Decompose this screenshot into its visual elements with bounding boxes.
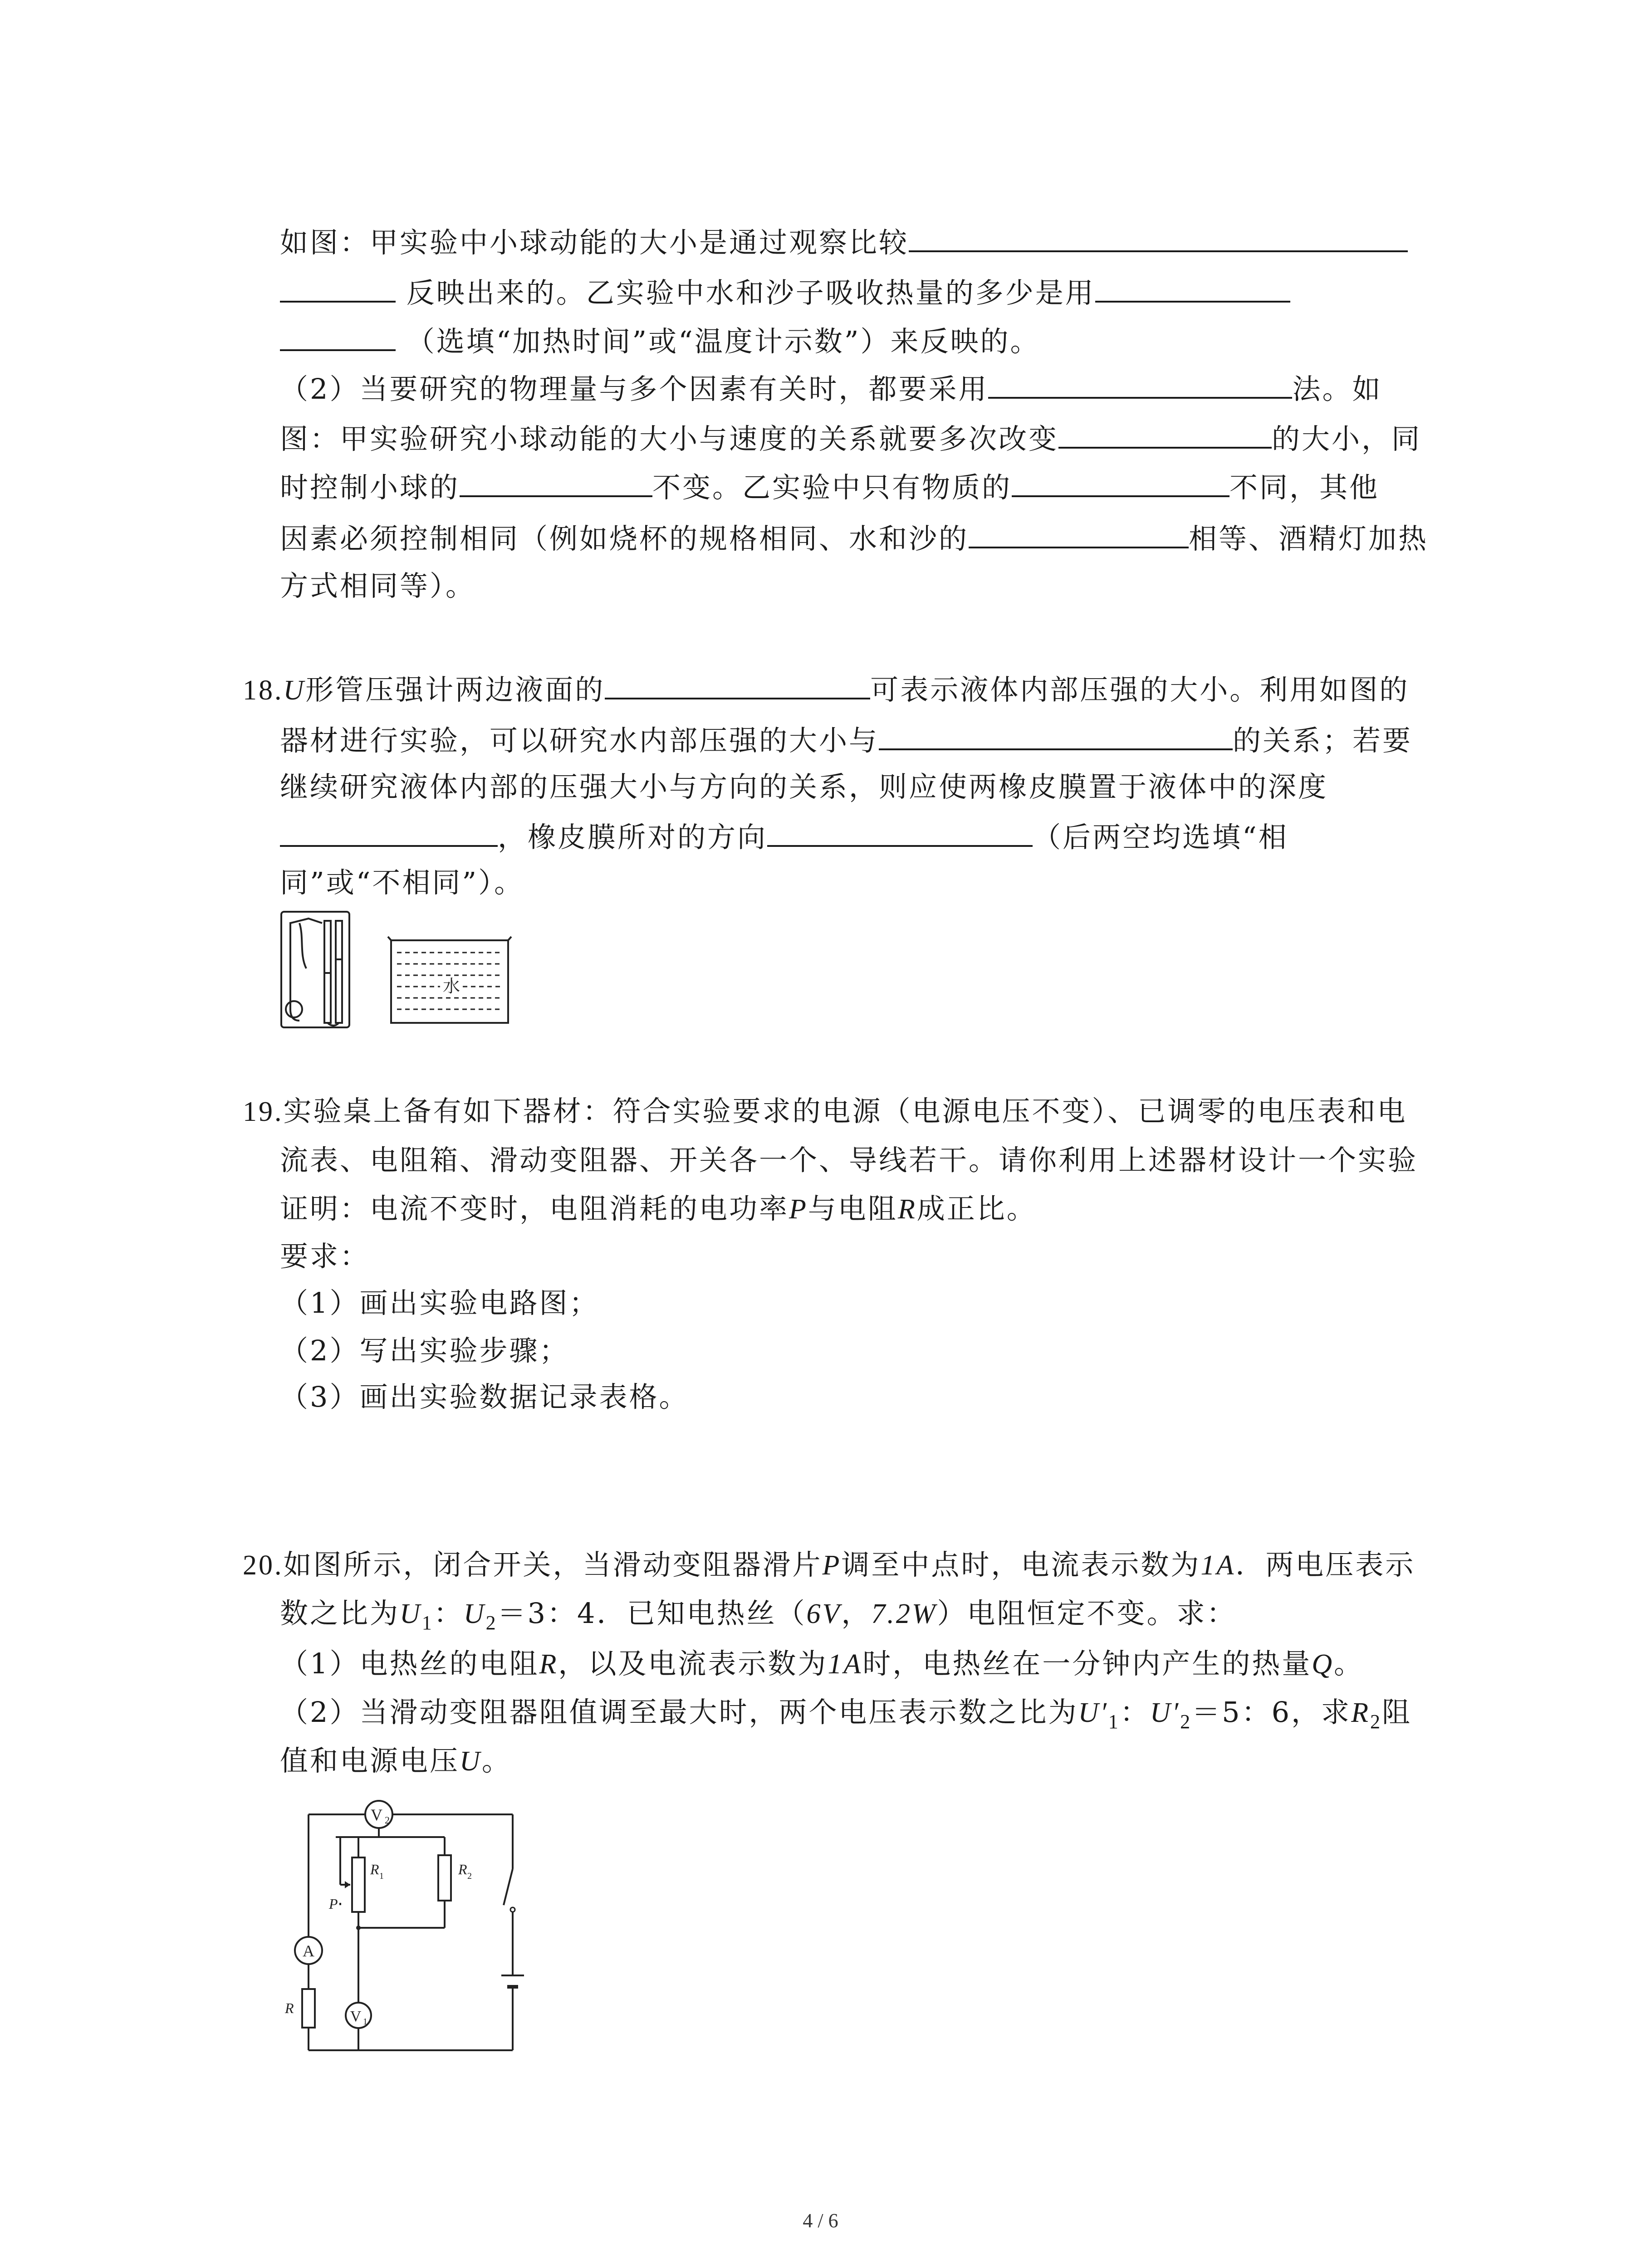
manometer-icon xyxy=(281,912,349,1027)
q20-line-4 xyxy=(280,1694,1412,1740)
q17-text-7a: 因素必须控制相同（例如烧杯的规格相同、水和沙的 xyxy=(280,522,969,555)
v1-label: V xyxy=(350,2008,362,2025)
q17-line-2 xyxy=(280,274,1290,311)
q18-line-4 xyxy=(280,818,1288,855)
q17-line-8 xyxy=(280,568,475,604)
q20-text-2b: ： xyxy=(433,1597,464,1630)
q19-line-5 xyxy=(280,1285,599,1321)
q20-text-5a: 值和电源电压 xyxy=(280,1744,460,1777)
q20-u-symbol: U xyxy=(460,1746,482,1777)
q20-text-4d: 阻 xyxy=(1381,1696,1412,1729)
q20-line-5 xyxy=(280,1743,512,1779)
q17-text-3a: （选填“加热时间”或“温度计示数”）来反映的。 xyxy=(406,325,1040,358)
q20-u1p-sub: 1 xyxy=(1108,1711,1120,1733)
q20-u1p-symbol: U′ xyxy=(1078,1697,1108,1728)
q17-line-7 xyxy=(280,519,1428,557)
q19-text-1: 实验桌上备有如下器材：符合实验要求的电源（电源电压不变）、已调零的电压表和电 xyxy=(283,1095,1407,1128)
q19-text-3b: 与电阻 xyxy=(808,1192,898,1225)
q17-text-6a: 时控制小球的 xyxy=(280,471,460,504)
q18-line-1 xyxy=(243,670,1409,709)
battery-icon xyxy=(501,1975,524,1987)
q20-r2-sub: 2 xyxy=(1370,1711,1382,1733)
q18-blank-4 xyxy=(767,818,1033,847)
q18-text-4a: ，橡皮膜所对的方向 xyxy=(498,821,768,854)
q18-line-5 xyxy=(280,865,524,901)
q20-r2-symbol: R xyxy=(1351,1697,1370,1728)
q20-text-1a: 如图所示，闭合开关，当滑动变阻器滑片 xyxy=(283,1548,823,1581)
q20-number: 20. xyxy=(243,1550,284,1581)
q17-text-5b: 的大小，同 xyxy=(1272,422,1422,455)
page-number: 4 / 6 xyxy=(803,2209,838,2232)
q17-blank-9 xyxy=(969,519,1189,548)
q20-u2p-sub: 2 xyxy=(1180,1711,1192,1733)
resistor-r-icon xyxy=(284,1989,315,2028)
r2-sub: 2 xyxy=(467,1871,472,1881)
q17-blank-2 xyxy=(280,274,396,303)
q19-number: 19. xyxy=(243,1096,284,1127)
q20-text-2a: 数之比为 xyxy=(280,1597,400,1630)
q18-text-2a: 器材进行实验，可以研究水内部压强的大小与 xyxy=(280,724,879,757)
q20-line-2 xyxy=(280,1595,1237,1641)
r1-label: R xyxy=(370,1861,379,1877)
r1-sub: 1 xyxy=(379,1871,384,1881)
q19-text-7: （3）画出实验数据记录表格。 xyxy=(280,1380,689,1413)
q20-q-symbol: Q xyxy=(1312,1649,1334,1680)
p-label: P xyxy=(329,1896,338,1912)
q17-line-3 xyxy=(280,322,1040,360)
q17-text-5a: 图：甲实验研究小球动能的大小与速度的关系就要多次改变 xyxy=(280,422,1059,455)
q17-text-4a: （2）当要研究的物理量与多个因素有关时，都要采用 xyxy=(280,372,989,406)
q18-blank-1 xyxy=(605,670,870,699)
water-label: 水 xyxy=(442,976,460,996)
q20-text-3c: 时，电热丝在一分钟内产生的热量 xyxy=(862,1647,1312,1680)
ammeter-icon xyxy=(295,1937,322,1964)
q20-text-4a: （2）当滑动变阻器阻值调至最大时，两个电压表示数之比为 xyxy=(280,1696,1078,1729)
q20-text-4b: ： xyxy=(1120,1696,1150,1729)
q17-blank-8 xyxy=(1012,468,1230,497)
q17-text-7b: 相等、酒精灯加热 xyxy=(1189,522,1429,555)
voltmeter-v1-icon xyxy=(346,2003,371,2028)
q20-line-3 xyxy=(280,1646,1364,1682)
switch-icon xyxy=(510,1907,515,1912)
q17-blank-5 xyxy=(988,370,1292,399)
q17-line-4 xyxy=(280,370,1382,407)
q20-current-value-2: 1A xyxy=(828,1649,863,1680)
q19-text-6: （2）写出实验步骤； xyxy=(280,1334,569,1367)
v2-sub: 2 xyxy=(385,1814,390,1826)
q20-p-symbol: P xyxy=(822,1550,842,1581)
q17-text-6b: 不变。乙实验中只有物质的 xyxy=(652,471,1012,504)
q20-text-2d: ， xyxy=(841,1597,872,1630)
q19-r-symbol: R xyxy=(897,1194,917,1225)
q20-text-1b: 调至中点时，电流表示数为 xyxy=(841,1548,1201,1581)
q19-text-2: 流表、电阻箱、滑动变阻器、开关各一个、导线若干。请你利用上述器材设计一个实验 xyxy=(280,1144,1418,1177)
q20-text-3b: ，以及电流表示数为 xyxy=(558,1647,828,1680)
q20-text-1c: ．两电压表示 xyxy=(1235,1548,1416,1581)
q20-circuit-diagram xyxy=(272,1796,526,2064)
q18-blank-2 xyxy=(879,721,1233,750)
resistor-r2-icon xyxy=(438,1855,472,1901)
q20-text-5b: 。 xyxy=(481,1744,512,1777)
q18-blank-3 xyxy=(280,818,498,847)
q20-u2p-symbol: U′ xyxy=(1150,1697,1181,1728)
q19-line-4 xyxy=(280,1238,370,1275)
q17-blank-6 xyxy=(1058,420,1272,449)
q18-text-5a: 同”或“不相同”）。 xyxy=(280,866,524,899)
q17-line-1 xyxy=(280,223,1408,261)
q20-text-2e: ）电阻恒定不变。求： xyxy=(937,1597,1237,1630)
q17-blank-3 xyxy=(1095,274,1290,303)
q18-figure xyxy=(272,909,517,1032)
q20-u2-sub: 2 xyxy=(485,1612,498,1634)
q20-voltage-value: 6V xyxy=(806,1598,842,1629)
q20-line-1 xyxy=(243,1547,1415,1584)
q19-text-3a: 证明：电流不变时，电阻消耗的电功率 xyxy=(280,1192,789,1225)
q18-u-symbol: U xyxy=(283,675,306,706)
a-label: A xyxy=(303,1942,314,1960)
q20-text-3a: （1）电热丝的电阻 xyxy=(280,1647,539,1680)
q19-line-7 xyxy=(280,1379,689,1415)
v1-sub: 1 xyxy=(363,2017,367,2027)
q20-power-value: 7.2W xyxy=(871,1598,937,1629)
q19-line-3 xyxy=(280,1191,1037,1227)
q17-text-4b: 法。如 xyxy=(1292,372,1382,406)
q18-line-2 xyxy=(280,721,1412,759)
q19-line-6 xyxy=(280,1333,569,1369)
rheostat-r1-icon xyxy=(328,1857,384,1912)
q19-p-symbol: P xyxy=(789,1194,808,1225)
q17-text-8a: 方式相同等）。 xyxy=(280,569,476,602)
q18-text-1a: 形管压强计两边液面的 xyxy=(305,673,605,706)
q20-u2-symbol: U xyxy=(463,1598,486,1629)
q19-text-5: （1）画出实验电路图； xyxy=(280,1286,599,1320)
q18-text-4b: （后两空均选填“相 xyxy=(1033,821,1288,854)
v2-label: V xyxy=(371,1806,382,1824)
q17-text-6c: 不同，其他 xyxy=(1230,471,1380,504)
q20-u1-sub: 1 xyxy=(421,1612,434,1634)
q20-current-value: 1A xyxy=(1200,1550,1236,1581)
q18-text-3a: 继续研究液体内部的压强大小与方向的关系，则应使两橡皮膜置于液体中的深度 xyxy=(280,770,1328,803)
q18-number: 18. xyxy=(243,675,284,706)
q17-blank-7 xyxy=(460,468,652,497)
q20-text-3d: 。 xyxy=(1334,1647,1364,1680)
q17-line-6 xyxy=(280,468,1379,506)
q20-text-4c: ＝5：6，求 xyxy=(1192,1696,1352,1729)
q17-blank-4 xyxy=(280,322,396,351)
q17-line-5 xyxy=(280,420,1421,457)
q19-line-2 xyxy=(280,1142,1418,1178)
voltmeter-v2-icon xyxy=(365,1801,392,1828)
q19-text-4: 要求： xyxy=(280,1240,370,1273)
q17-blank-1 xyxy=(909,223,1408,252)
q18-line-3 xyxy=(280,769,1328,805)
q20-r-symbol: R xyxy=(539,1649,558,1680)
q20-text-2c: ＝3：4．已知电热丝（ xyxy=(497,1597,807,1630)
r-label: R xyxy=(285,2000,294,2016)
q18-text-2b: 的关系；若要 xyxy=(1233,724,1413,757)
q19-line-1 xyxy=(243,1093,1407,1130)
r2-label: R xyxy=(458,1861,467,1877)
q17-text-1a: 如图：甲实验中小球动能的大小是通过观察比较 xyxy=(280,226,909,259)
q20-u1-symbol: U xyxy=(400,1598,422,1629)
q18-text-1b: 可表示液体内部压强的大小。利用如图的 xyxy=(870,673,1410,706)
q19-text-3c: 成正比。 xyxy=(916,1192,1037,1225)
q17-text-2a: 反映出来的。乙实验中水和沙子吸收热量的多少是用 xyxy=(406,276,1095,309)
